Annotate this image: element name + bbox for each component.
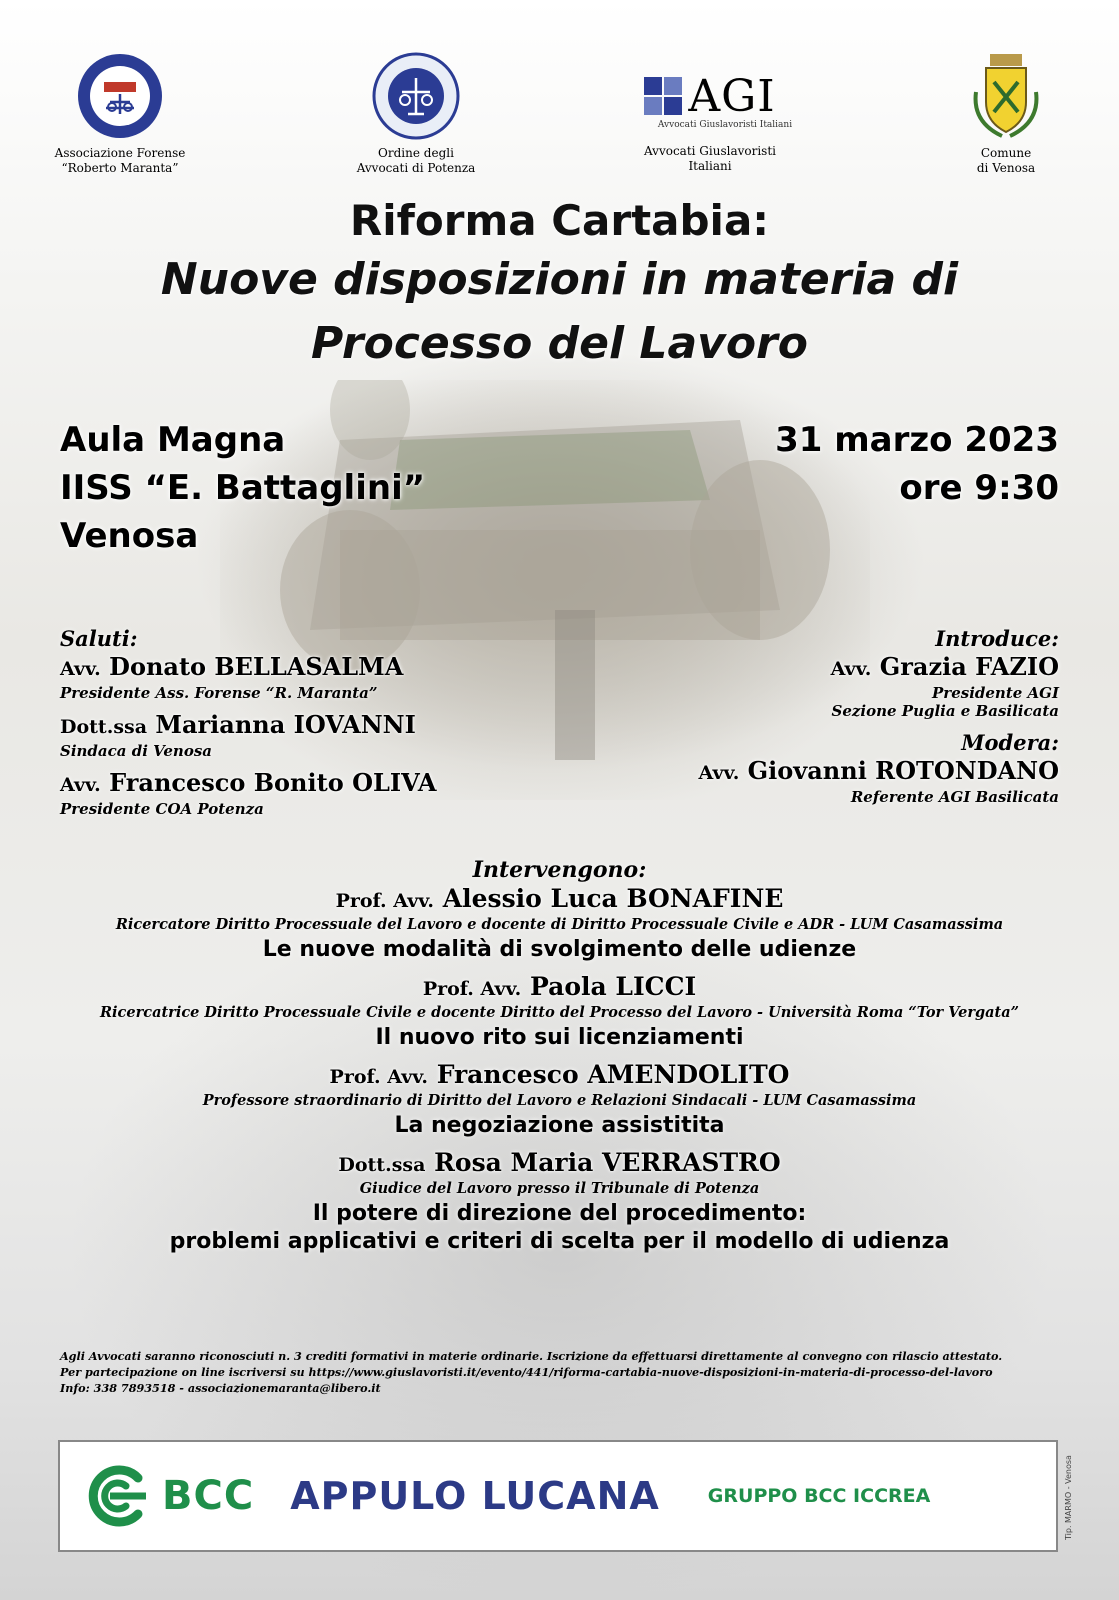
contact-info[interactable]: Info: 338 7893518 - associazionemaranta@libero.it: [60, 1381, 381, 1395]
speaker-name-line: [40, 1060, 1079, 1092]
speaker-affiliation: Giudice del Lavoro presso il Tribunale di Potenza: [359, 1180, 760, 1197]
credits-note: Agli Avvocati saranno riconosciuti n. 3 crediti formativi in materie ordinarie. Iscrizione da effettuarsi direttamente al convegno con rilascio attestato.: [60, 1349, 1003, 1363]
speaker-name-line: [40, 884, 1079, 916]
bcc-wordmark: BCC: [162, 1473, 255, 1519]
speaker-topic: Le nuove modalità di svolgimento delle udienze: [262, 937, 857, 962]
person-affiliation: Presidente COA Potenza: [60, 800, 264, 818]
ordine-avvocati-emblem-icon: [372, 52, 460, 140]
introduce-person: [579, 652, 1059, 684]
person-prefix: Avv.: [830, 658, 872, 680]
person-affiliation: Referente AGI Basilicata: [850, 788, 1059, 806]
venue-line-2: IISS “E. Battaglini”: [60, 468, 426, 508]
logo-agi: [620, 52, 800, 174]
person-prefix: Prof. Avv.: [422, 978, 522, 1000]
speaker-2: [40, 972, 1079, 1052]
intervengono-label: Intervengono:: [472, 857, 647, 883]
person-affiliation: Sindaca di Venosa: [60, 742, 213, 760]
speaker-3: [40, 1060, 1079, 1140]
person-affiliation: Presidente Ass. Forense “R. Maranta”: [60, 684, 378, 702]
event-date-time: [775, 416, 1059, 512]
logo-caption: Avvocati Giuslavoristi Italiani: [643, 144, 776, 173]
event-notes: [60, 1348, 1060, 1396]
person-prefix: Dott.ssa: [338, 1154, 426, 1176]
person-prefix: Prof. Avv.: [335, 890, 435, 912]
saluti-person-2: [60, 710, 540, 742]
online-registration-note[interactable]: Per partecipazione on line iscriversi su https://www.giuslavoristi.it/evento/441/riforma-cartabia-nuove-disposizioni-in-materia-di-processo-del-lavoro: [60, 1365, 993, 1379]
speaker-topic-continued: problemi applicativi e criteri di scelta per il modello di udienza: [169, 1229, 950, 1254]
title-line-2: Nuove disposizioni in materia di: [160, 254, 959, 305]
agi-tagline: Avvocati Giuslavoristi Italiani: [657, 120, 793, 130]
introduce-modera-section: [579, 626, 1059, 814]
speaker-affiliation: Ricercatrice Diritto Processuale Civile e docente Diritto del Processo del Lavoro - Università Roma “Tor Vergata”: [100, 1004, 1019, 1021]
speaker-affiliation: Professore straordinario di Diritto del Lavoro e Relazioni Sindacali - LUM Casamassima: [202, 1092, 917, 1109]
logo-comune-venosa: [916, 52, 1096, 176]
speaker-topic: Il potere di direzione del procedimento:: [312, 1201, 807, 1226]
sponsor-group: GRUPPO BCC ICCREA: [707, 1485, 931, 1507]
agi-squares-icon: [644, 77, 682, 115]
person-name: Francesco AMENDOLITO: [436, 1060, 790, 1089]
saluti-person-1: [60, 652, 540, 684]
intervengono-section: [40, 856, 1079, 1264]
sponsor-banner: [58, 1440, 1058, 1552]
introduce-label: Introduce:: [935, 626, 1059, 651]
person-affiliation: Presidente AGI: [932, 684, 1059, 702]
logo-associazione-forense: [30, 52, 210, 176]
event-time: ore 9:30: [899, 468, 1059, 508]
speaker-topic: La negoziazione assistitita: [394, 1113, 725, 1138]
person-prefix: Avv.: [698, 762, 740, 784]
sponsor-name: APPULO LUCANA: [290, 1474, 660, 1518]
person-name: Marianna IOVANNI: [155, 710, 416, 739]
associazione-forense-emblem-icon: [76, 52, 164, 140]
modera-label: Modera:: [961, 730, 1059, 755]
modera-person: [579, 756, 1059, 788]
person-prefix: Avv.: [60, 774, 101, 796]
venosa-coat-of-arms-icon: [966, 52, 1046, 140]
logo-caption: Ordine degli Avvocati di Potenza: [356, 146, 476, 175]
speaker-name-line: [40, 972, 1079, 1004]
title-line-1: Riforma Cartabia:: [349, 196, 770, 245]
agi-brand: AGI: [688, 70, 776, 122]
event-date: 31 marzo 2023: [775, 420, 1059, 460]
venue-line-1: Aula Magna: [60, 420, 286, 460]
saluti-person-3: [60, 768, 540, 800]
logo-ordine-avvocati: [326, 52, 506, 176]
person-prefix: Prof. Avv.: [329, 1066, 428, 1088]
venue-line-3: Venosa: [60, 516, 199, 556]
speaker-4: [40, 1148, 1079, 1256]
person-prefix: Dott.ssa: [60, 716, 148, 738]
venue: [60, 416, 425, 560]
speaker-topic: Il nuovo rito sui licenziamenti: [375, 1025, 744, 1050]
speaker-1: [40, 884, 1079, 964]
printer-credit: Tip. MARMO - Venosa: [1064, 1455, 1073, 1540]
person-name: Giovanni ROTONDANO: [747, 756, 1059, 785]
person-name: Rosa Maria VERRASTRO: [434, 1148, 781, 1177]
speaker-affiliation: Ricercatore Diritto Processuale del Lavoro e docente di Diritto Processuale Civile e ADR - LUM Casamassima: [115, 916, 1004, 933]
saluti-section: [60, 626, 540, 826]
person-name: Grazia FAZIO: [879, 652, 1059, 681]
person-name: Francesco Bonito OLIVA: [109, 768, 437, 797]
person-name: Donato BELLASALMA: [109, 652, 404, 681]
person-name: Paola LICCI: [530, 972, 697, 1001]
person-prefix: Avv.: [60, 658, 101, 680]
title-line-3: Processo del Lavoro: [311, 318, 808, 369]
bcc-logo-icon: [80, 1460, 152, 1532]
logo-caption: Associazione Forense “Roberto Maranta”: [54, 146, 186, 175]
speaker-name-line: [40, 1148, 1079, 1180]
person-name: Alessio Luca BONAFINE: [442, 884, 784, 913]
person-affiliation: Sezione Puglia e Basilicata: [831, 702, 1059, 720]
logo-caption: Comune di Venosa: [976, 146, 1036, 175]
saluti-label: Saluti:: [60, 626, 138, 651]
